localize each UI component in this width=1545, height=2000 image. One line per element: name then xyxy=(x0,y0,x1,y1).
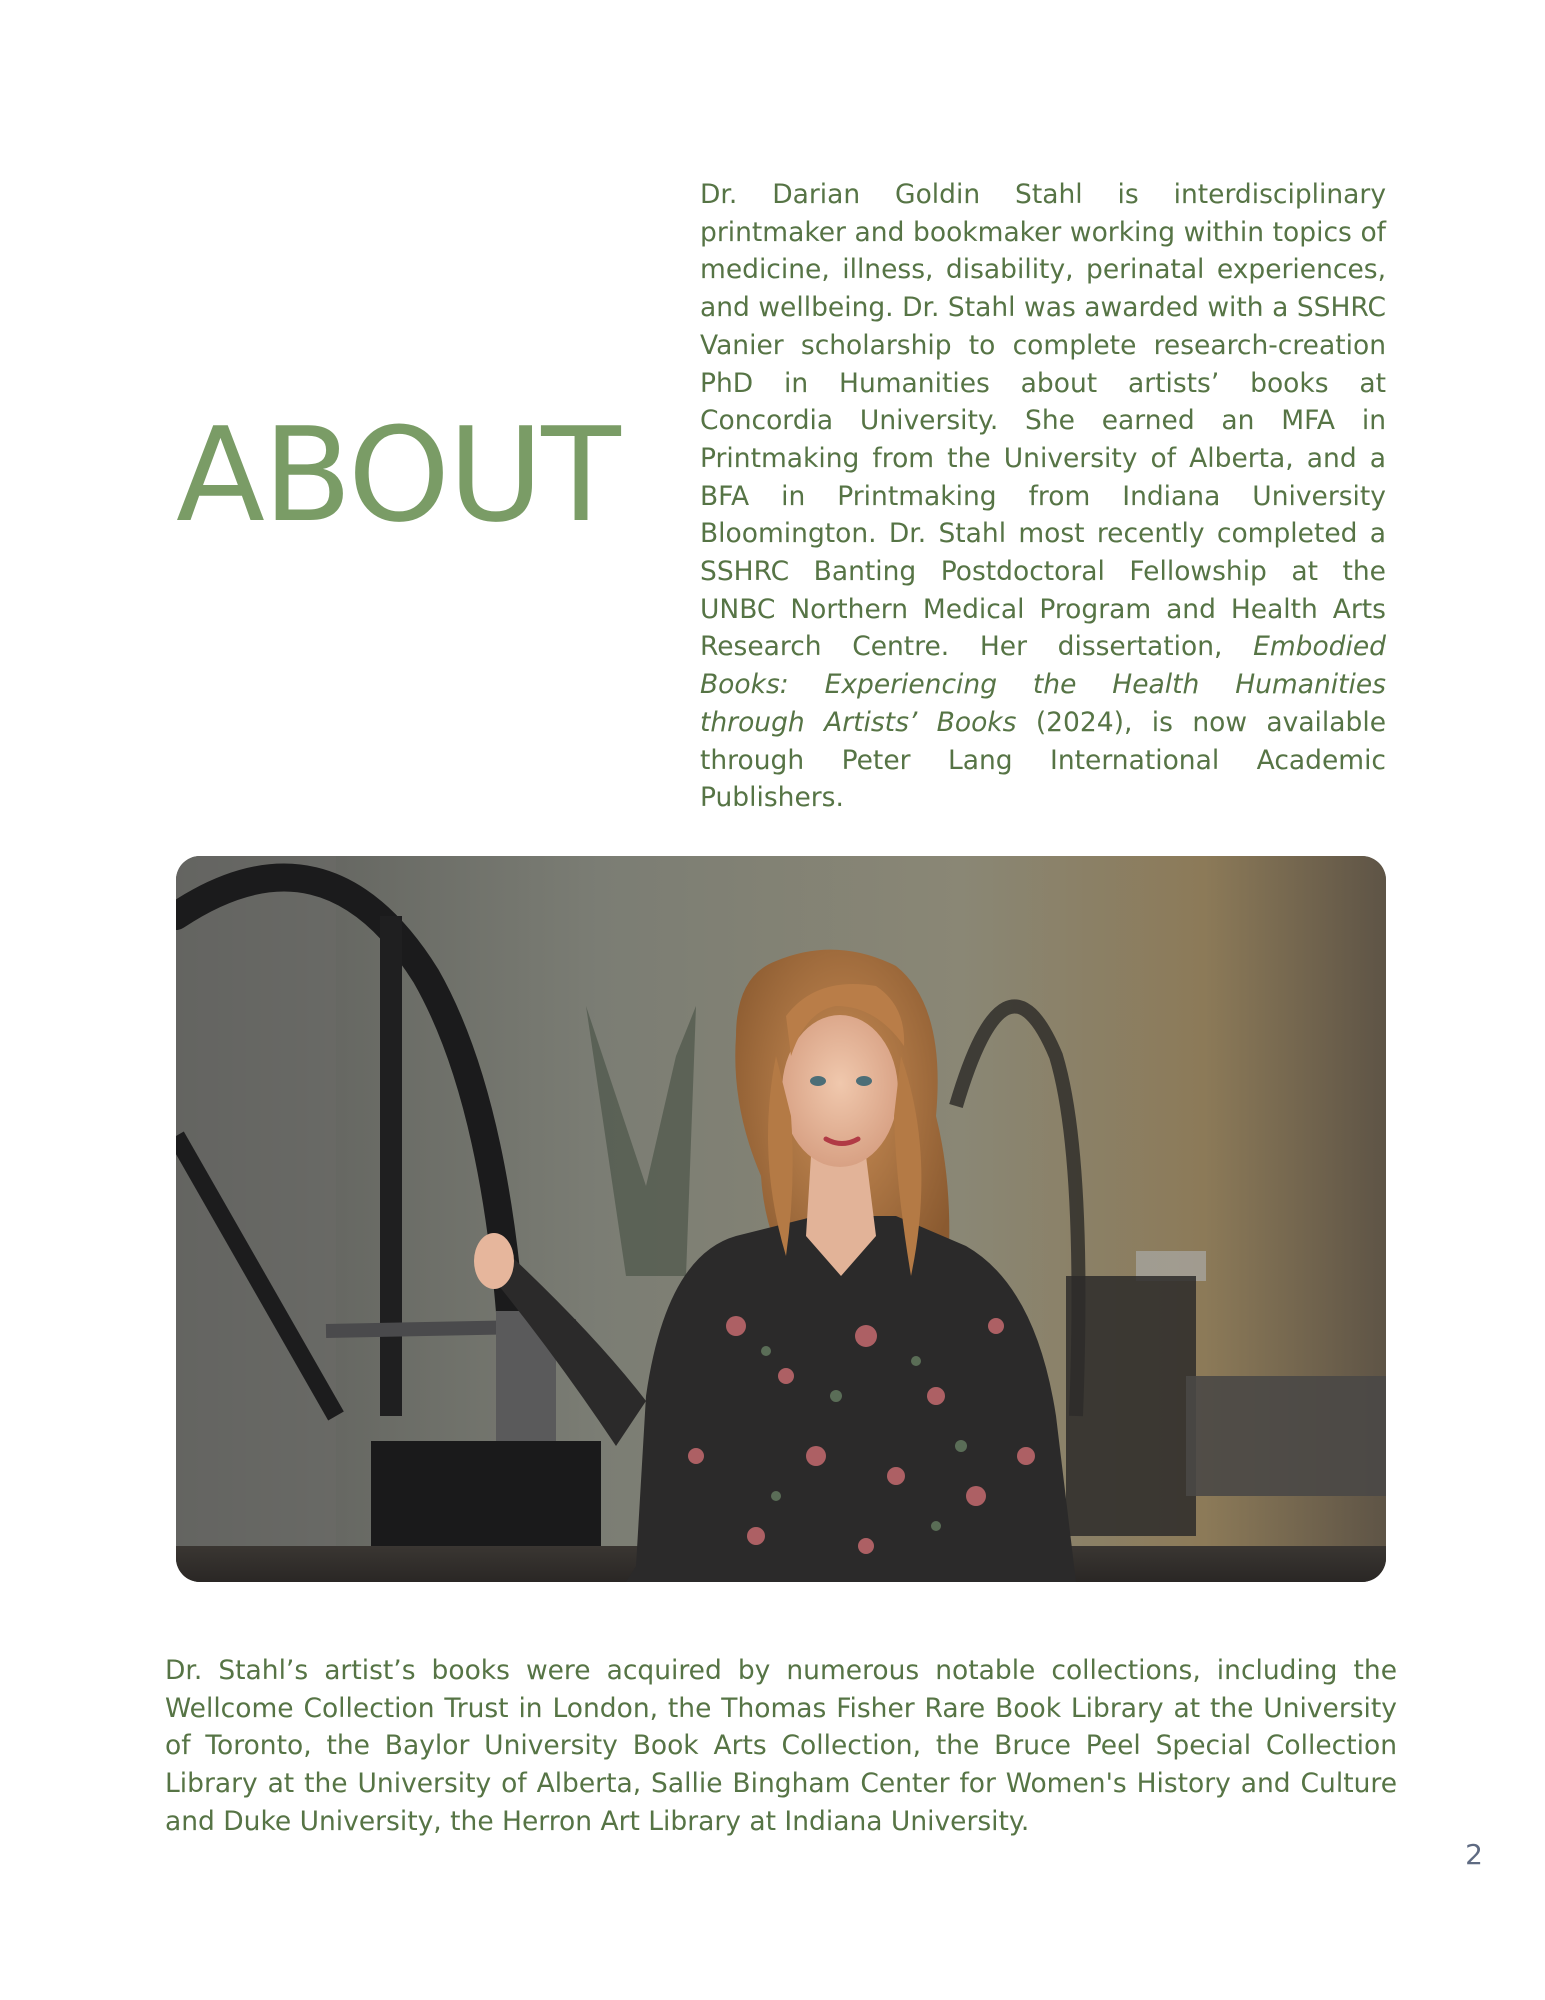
dissertation-title: Embodied Books: Experiencing the Health Humanities through Artists’ Books xyxy=(700,631,1386,738)
bio-text-part1: Dr. Darian Goldin Stahl is interdisciplinary printmaker and bookmaker working within topics of medicine, illness, disability, perinatal experiences, and wellbeing. Dr. Stahl was awarded with a SSHRC Vanier scholarship to complete research-creation PhD in Humanities about artists’ books at Concordia University. She earned an MFA in Printmaking from the University of Alberta, and a BFA in Printmaking from Indiana University Bloomington. Dr. Stahl most recently completed a SSHRC Banting Postdoctoral Fellowship at the UNBC Northern Medical Program and Health Arts Research Centre. Her dissertation, xyxy=(700,179,1386,663)
page-number: 2 xyxy=(1465,1838,1483,1871)
bio-text-part2: (2024), is now available through Peter Lang International Academic Publishers. xyxy=(700,706,1387,814)
portrait-illustration xyxy=(176,856,1386,1582)
collections-paragraph: Dr. Stahl’s artist’s books were acquired by numerous notable collections, including the Wellcome Collection Trust in London, the Thomas Fisher Rare Book Library at the University of Toronto, the Baylor University Book Arts Collection, the Bruce Peel Special Collection Library at the University of Alberta, Sallie Bingham Center for Women's History and Culture and Duke University, the Herron Art Library at Indiana University. xyxy=(165,1655,1397,1837)
bio-paragraph xyxy=(700,176,1386,817)
portrait-photo xyxy=(176,856,1386,1582)
page-title: ABOUT xyxy=(176,399,619,551)
